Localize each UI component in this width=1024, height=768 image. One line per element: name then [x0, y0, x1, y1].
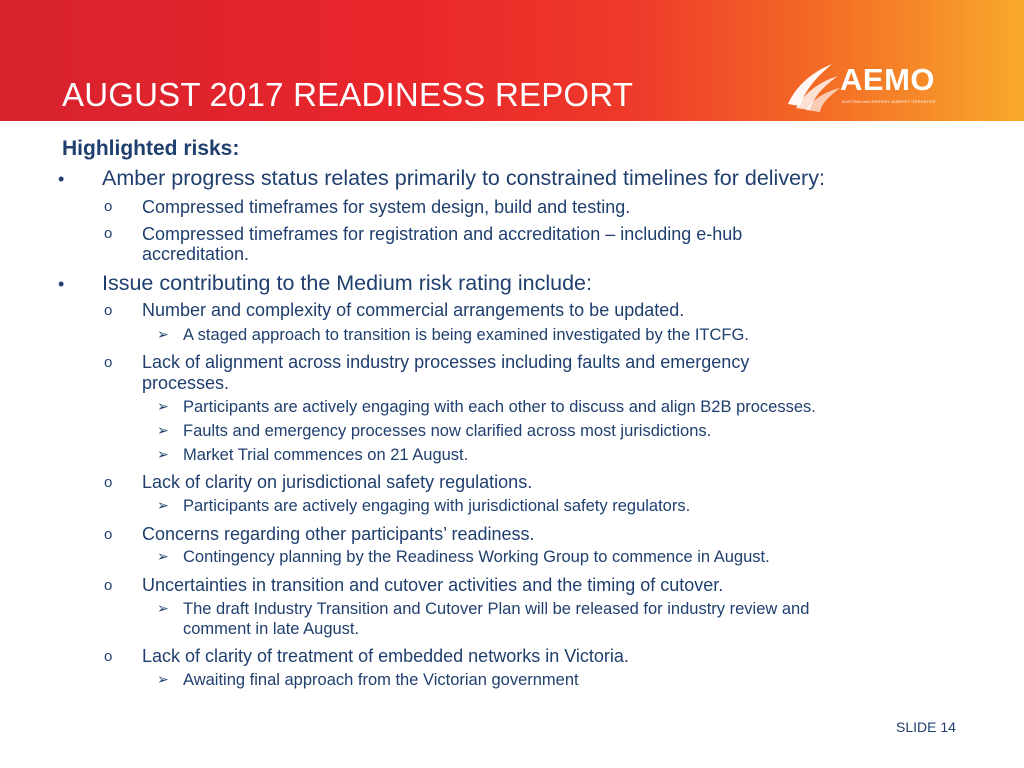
arrow-bullet-icon: ➢	[157, 326, 169, 342]
arrow-bullet-item: The draft Industry Transition and Cutover Plan will be released for industry review and	[183, 600, 810, 618]
arrow-bullet-item: A staged approach to transition is being examined investigated by the ITCFG.	[183, 326, 749, 344]
bullet-marker: •	[58, 169, 65, 189]
slide-title: AUGUST 2017 READINESS REPORT	[62, 76, 634, 113]
sub-bullet-item-continued: processes.	[142, 373, 230, 393]
sub-bullet-item: Lack of clarity on jurisdictional safety regulations.	[142, 472, 533, 492]
sub-bullet-item: Number and complexity of commercial arrangements to be updated.	[142, 300, 685, 320]
sub-bullet-item: Uncertainties in transition and cutover activities and the timing of cutover.	[142, 575, 724, 595]
arrow-bullet-item: Participants are actively engaging with jurisdictional safety regulators.	[183, 497, 691, 515]
arrow-bullet-icon: ➢	[157, 446, 169, 462]
highlighted-risks-heading: Highlighted risks:	[62, 137, 240, 160]
arrow-bullet-icon: ➢	[157, 398, 169, 414]
bullet-item: Amber progress status relates primarily to constrained timelines for delivery:	[102, 166, 825, 190]
arrow-bullet-item: Faults and emergency processes now clarified across most jurisdictions.	[183, 422, 712, 440]
arrow-bullet-item-continued: comment in late August.	[183, 620, 360, 638]
arrow-bullet-icon: ➢	[157, 600, 169, 616]
arrow-bullet-item: Participants are actively engaging with each other to discuss and align B2B processes.	[183, 398, 816, 416]
bullet-marker: •	[58, 274, 65, 294]
sub-bullet-marker: o	[104, 577, 113, 594]
sub-bullet-item: Concerns regarding other participants’ readiness.	[142, 524, 535, 544]
arrow-bullet-icon: ➢	[157, 548, 169, 564]
sub-bullet-marker: o	[104, 225, 113, 242]
sub-bullet-item: Lack of clarity of treatment of embedded networks in Victoria.	[142, 646, 629, 666]
sub-bullet-item: Compressed timeframes for system design, build and testing.	[142, 197, 631, 217]
logo-wordmark: AEMO	[840, 62, 935, 97]
sub-bullet-marker: o	[104, 302, 113, 319]
slide-number: SLIDE 14	[896, 719, 956, 735]
sub-bullet-item: Compressed timeframes for registration and accreditation – including e-hub	[142, 224, 743, 244]
sub-bullet-marker: o	[104, 354, 113, 371]
bullet-item: Issue contributing to the Medium risk rating include:	[102, 271, 592, 295]
arrow-bullet-icon: ➢	[157, 422, 169, 438]
sub-bullet-marker: o	[104, 474, 113, 491]
arrow-bullet-item: Market Trial commences on 21 August.	[183, 446, 469, 464]
sub-bullet-item-continued: accreditation.	[142, 244, 250, 264]
arrow-bullet-icon: ➢	[157, 671, 169, 687]
arrow-bullet-item: Awaiting final approach from the Victorian government	[183, 671, 579, 689]
logo-subtext: AUSTRALIAN ENERGY MARKET OPERATOR	[842, 99, 936, 104]
arrow-bullet-item: Contingency planning by the Readiness Working Group to commence in August.	[183, 548, 770, 566]
arrow-bullet-icon: ➢	[157, 497, 169, 513]
sub-bullet-marker: o	[104, 526, 113, 543]
sub-bullet-item: Lack of alignment across industry processes including faults and emergency	[142, 352, 750, 372]
sub-bullet-marker: o	[104, 648, 113, 665]
sub-bullet-marker: o	[104, 198, 113, 215]
